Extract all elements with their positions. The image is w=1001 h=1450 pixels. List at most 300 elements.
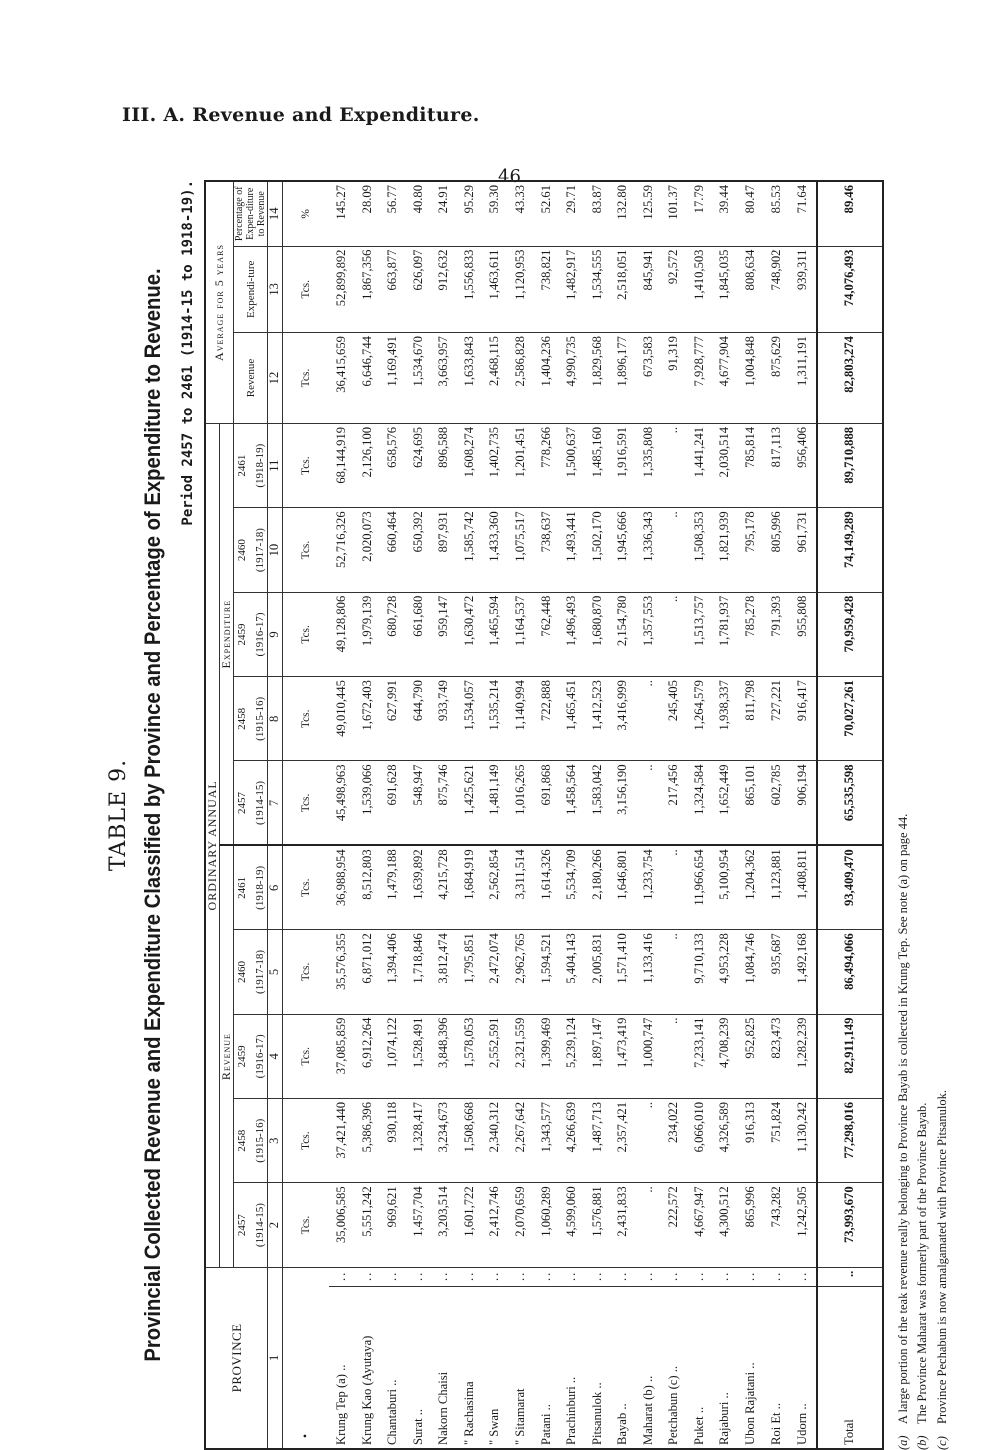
year-header: 2457 (1914-15) [234, 1183, 268, 1267]
revenue-cell: 1,897,147 [585, 1014, 611, 1098]
province-name: " Swan [483, 1287, 509, 1449]
revenue-cell: 1,601,722 [457, 1183, 483, 1267]
header-province: PROVINCE [205, 1267, 268, 1449]
unit-label: Tcs. [283, 246, 329, 333]
avg-expenditure-cell: 1,534,555 [585, 246, 611, 333]
leader-dots: .. [764, 1267, 790, 1286]
revenue-cell: 1,576,881 [585, 1183, 611, 1267]
header-avg-revenue: Revenue [234, 333, 268, 424]
percentage-cell: 101.37 [661, 181, 687, 246]
province-name: Udorn .. [789, 1287, 816, 1449]
leader-dots: .. [636, 1267, 662, 1286]
expenditure-cell: .. [661, 508, 687, 592]
revenue-cell: 6,912,264 [355, 1014, 381, 1098]
avg-revenue-cell: 36,415,659 [329, 333, 355, 424]
revenue-cell: 36,988,954 [329, 845, 355, 929]
year-header: 2459 (1916-17) [234, 592, 268, 676]
table-row [661, 181, 687, 1449]
total-revenue-cell: 77,298,016 [817, 1099, 883, 1183]
leader-dots: .. [355, 1267, 381, 1286]
expenditure-cell: 602,785 [764, 761, 790, 845]
avg-expenditure-cell: 1,120,953 [508, 246, 534, 333]
col-number: 10 [268, 508, 283, 592]
expenditure-cell: 691,868 [534, 761, 560, 845]
leader-dots: .. [585, 1267, 611, 1286]
footnote-label: (c) [934, 1436, 949, 1450]
expenditure-cell: 956,406 [789, 423, 816, 507]
total-expenditure-cell: 89,710,888 [817, 423, 883, 507]
avg-expenditure-cell: 912,632 [431, 246, 457, 333]
revenue-cell: 1,487,713 [585, 1099, 611, 1183]
leader-dots: .. [738, 1267, 764, 1286]
table-row [713, 181, 739, 1449]
leader-dots: .. [687, 1267, 713, 1286]
revenue-cell: 4,953,228 [713, 930, 739, 1014]
avg-revenue-cell: 4,677,904 [713, 333, 739, 424]
percentage-cell: 95.29 [457, 181, 483, 246]
table-row [483, 181, 509, 1449]
revenue-cell: 6,871,012 [355, 930, 381, 1014]
revenue-cell: 6,066,010 [687, 1099, 713, 1183]
expenditure-cell: 1,608,274 [457, 423, 483, 507]
revenue-cell: 35,006,585 [329, 1183, 355, 1267]
avg-expenditure-cell: 939,311 [789, 246, 816, 333]
avg-expenditure-cell: 52,899,892 [329, 246, 355, 333]
expenditure-cell: .. [661, 592, 687, 676]
percentage-cell: 24.91 [431, 181, 457, 246]
expenditure-cell: 49,010,445 [329, 677, 355, 761]
footnote [913, 180, 932, 1450]
unit-label: Tcs. [283, 423, 329, 507]
avg-expenditure-cell: 1,463,611 [483, 246, 509, 333]
table-body [283, 181, 883, 1449]
percentage-cell: 83.87 [585, 181, 611, 246]
avg-revenue-cell: 6,646,744 [355, 333, 381, 424]
col-number: 4 [268, 1014, 283, 1098]
expenditure-cell: 627,991 [380, 677, 406, 761]
footnote-label: (b) [915, 1435, 930, 1450]
table-row [559, 181, 585, 1449]
revenue-cell: 4,708,239 [713, 1014, 739, 1098]
year-header: 2458 (1915-16) [234, 1099, 268, 1183]
table-row [406, 181, 432, 1449]
table-row [789, 181, 816, 1449]
revenue-cell: 2,962,765 [508, 930, 534, 1014]
leader-dots: .. [431, 1267, 457, 1286]
province-name: Bayab .. [610, 1287, 636, 1449]
revenue-cell: .. [636, 1099, 662, 1183]
province-name: Prachinburi .. [559, 1287, 585, 1449]
col-number: 7 [268, 761, 283, 845]
expenditure-cell: 1,465,594 [483, 592, 509, 676]
revenue-cell: 952,825 [738, 1014, 764, 1098]
province-name: Rajaburi .. [713, 1287, 739, 1449]
expenditure-cell: 1,945,666 [610, 508, 636, 592]
year-header: 2461 (1918-19) [234, 845, 268, 929]
expenditure-cell: 1,441,241 [687, 423, 713, 507]
expenditure-cell: 916,417 [789, 677, 816, 761]
total-expenditure-cell: 70,027,261 [817, 677, 883, 761]
expenditure-cell: 680,728 [380, 592, 406, 676]
expenditure-cell: 1,979,139 [355, 592, 381, 676]
revenue-cell: 1,684,919 [457, 845, 483, 929]
expenditure-cell: 785,814 [738, 423, 764, 507]
revenue-expenditure-table [204, 180, 884, 1450]
table-row [764, 181, 790, 1449]
total-revenue-cell: 93,409,470 [817, 845, 883, 929]
revenue-cell: 35,576,355 [329, 930, 355, 1014]
col-number: 2 [268, 1183, 283, 1267]
avg-expenditure-cell: 1,482,917 [559, 246, 585, 333]
avg-revenue-cell: 1,404,236 [534, 333, 560, 424]
revenue-cell: 1,457,704 [406, 1183, 432, 1267]
year-header: 2459 (1916-17) [234, 1014, 268, 1098]
leader-dots: .. [713, 1267, 739, 1286]
expenditure-cell: 1,500,637 [559, 423, 585, 507]
expenditure-cell: 1,412,523 [585, 677, 611, 761]
year-header: 2460 (1917-18) [234, 508, 268, 592]
revenue-cell: 935,687 [764, 930, 790, 1014]
header-expenditure: Expenditure [220, 423, 234, 845]
revenue-cell: 1,394,406 [380, 930, 406, 1014]
expenditure-cell: 2,030,514 [713, 423, 739, 507]
expenditure-cell: 1,502,170 [585, 508, 611, 592]
expenditure-cell: 2,154,780 [610, 592, 636, 676]
table-period: Period 2457 to 2461 (1914-15 to 1918-19). [180, 180, 196, 526]
expenditure-cell: 245,405 [661, 677, 687, 761]
unit-label: Tcs. [283, 761, 329, 845]
expenditure-cell: 1,402,735 [483, 423, 509, 507]
avg-expenditure-cell: 2,518,051 [610, 246, 636, 333]
revenue-cell: 1,718,846 [406, 930, 432, 1014]
province-name: Petchabun (c) .. [661, 1287, 687, 1449]
col-number: 6 [268, 845, 283, 929]
expenditure-cell: 762,448 [534, 592, 560, 676]
revenue-cell: 2,321,559 [508, 1014, 534, 1098]
avg-expenditure-cell: 1,556,833 [457, 246, 483, 333]
revenue-cell: 2,180,266 [585, 845, 611, 929]
expenditure-cell: 738,637 [534, 508, 560, 592]
revenue-cell: 5,386,396 [355, 1099, 381, 1183]
header-avg-expenditure: Expendi-ture [234, 246, 268, 333]
revenue-cell: 1,614,326 [534, 845, 560, 929]
expenditure-cell: 875,746 [431, 761, 457, 845]
unit-label: Tcs. [283, 333, 329, 424]
total-expenditure-cell: 65,535,598 [817, 761, 883, 845]
revenue-cell: 37,421,440 [329, 1099, 355, 1183]
expenditure-cell: 722,888 [534, 677, 560, 761]
expenditure-cell: 1,539,066 [355, 761, 381, 845]
revenue-cell: 7,233,141 [687, 1014, 713, 1098]
expenditure-cell: 1,264,579 [687, 677, 713, 761]
percentage-cell: 125.59 [636, 181, 662, 246]
revenue-cell: 4,300,512 [713, 1183, 739, 1267]
expenditure-cell: 650,392 [406, 508, 432, 592]
avg-revenue-cell: 2,586,828 [508, 333, 534, 424]
revenue-cell: 930,118 [380, 1099, 406, 1183]
avg-revenue-cell: 1,896,177 [610, 333, 636, 424]
col-number: 5 [268, 930, 283, 1014]
avg-revenue-cell: 1,534,670 [406, 333, 432, 424]
expenditure-cell: 906,194 [789, 761, 816, 845]
year-header: 2458 (1915-16) [234, 677, 268, 761]
percentage-cell: 17.79 [687, 181, 713, 246]
expenditure-cell: 817,113 [764, 423, 790, 507]
expenditure-cell: 624,695 [406, 423, 432, 507]
expenditure-cell: 795,178 [738, 508, 764, 592]
table-row [380, 181, 406, 1449]
table-row [585, 181, 611, 1449]
avg-expenditure-cell: 663,877 [380, 246, 406, 333]
expenditure-cell: 45,498,963 [329, 761, 355, 845]
avg-revenue-cell: 1,311,191 [789, 333, 816, 424]
expenditure-cell: 897,931 [431, 508, 457, 592]
percentage-cell: 145.27 [329, 181, 355, 246]
table-row [687, 181, 713, 1449]
revenue-cell: 4,266,639 [559, 1099, 585, 1183]
unit-label: Tcs. [283, 930, 329, 1014]
table-label: TABLE 9. [106, 758, 131, 872]
expenditure-cell: 778,266 [534, 423, 560, 507]
revenue-cell: 1,594,521 [534, 930, 560, 1014]
leader-dots: .. [534, 1267, 560, 1286]
expenditure-cell: 1,335,808 [636, 423, 662, 507]
total-percentage-cell: 89.46 [817, 181, 883, 246]
revenue-cell: 5,239,124 [559, 1014, 585, 1098]
col-number: 12 [268, 333, 283, 424]
expenditure-cell: 1,357,553 [636, 592, 662, 676]
percentage-cell: 52.61 [534, 181, 560, 246]
revenue-cell: .. [661, 845, 687, 929]
expenditure-cell: 644,790 [406, 677, 432, 761]
revenue-cell: 823,473 [764, 1014, 790, 1098]
page-number: 46 [498, 166, 521, 187]
expenditure-cell: 217,456 [661, 761, 687, 845]
avg-expenditure-cell: 748,902 [764, 246, 790, 333]
revenue-cell: 751,824 [764, 1099, 790, 1183]
expenditure-cell: 1,481,149 [483, 761, 509, 845]
expenditure-cell: 68,144,919 [329, 423, 355, 507]
revenue-cell: 2,357,421 [610, 1099, 636, 1183]
expenditure-cell: 1,781,937 [713, 592, 739, 676]
expenditure-cell: 1,630,472 [457, 592, 483, 676]
revenue-cell: 1,084,746 [738, 930, 764, 1014]
avg-expenditure-cell: 1,410,503 [687, 246, 713, 333]
unit-label: Tcs. [283, 845, 329, 929]
percentage-cell: 40.80 [406, 181, 432, 246]
revenue-cell: 8,512,803 [355, 845, 381, 929]
revenue-cell: 1,060,289 [534, 1183, 560, 1267]
rotated-table-page [100, 180, 980, 1450]
unit-label: Tcs. [283, 1183, 329, 1267]
expenditure-cell: 791,393 [764, 592, 790, 676]
revenue-cell: 1,328,417 [406, 1099, 432, 1183]
percent-label: % [283, 181, 329, 246]
table-row [508, 181, 534, 1449]
col-number: 11 [268, 423, 283, 507]
avg-revenue-cell: 4,990,735 [559, 333, 585, 424]
leader-dots: .. [789, 1267, 816, 1286]
expenditure-cell: 1,485,160 [585, 423, 611, 507]
percentage-cell: 28.09 [355, 181, 381, 246]
revenue-cell: 743,282 [764, 1183, 790, 1267]
expenditure-cell: 1,465,451 [559, 677, 585, 761]
expenditure-cell: 805,996 [764, 508, 790, 592]
revenue-cell: 4,667,947 [687, 1183, 713, 1267]
province-name: Roi Et .. [764, 1287, 790, 1449]
province-name: Maharat (b) .. [636, 1287, 662, 1449]
header-average: Average for 5 years [205, 181, 234, 423]
header-ordinary-annual: ORDINARY ANNUAL [205, 423, 220, 1267]
leader-dots: .. [508, 1267, 534, 1286]
expenditure-cell: 1,938,337 [713, 677, 739, 761]
revenue-cell: 2,431,833 [610, 1183, 636, 1267]
year-header: 2461 (1918-19) [234, 423, 268, 507]
expenditure-cell: 1,508,353 [687, 508, 713, 592]
revenue-cell: 2,472,074 [483, 930, 509, 1014]
expenditure-cell: 785,278 [738, 592, 764, 676]
footnote [933, 180, 952, 1450]
expenditure-cell: 1,425,621 [457, 761, 483, 845]
avg-expenditure-cell: 626,097 [406, 246, 432, 333]
avg-expenditure-cell: 1,845,035 [713, 246, 739, 333]
avg-revenue-cell: 2,468,115 [483, 333, 509, 424]
leader-dots: .. [380, 1267, 406, 1286]
expenditure-cell: 658,576 [380, 423, 406, 507]
province-name: Krung Tep (a) .. [329, 1287, 355, 1449]
leader-dots: .. [329, 1267, 355, 1286]
revenue-cell: 1,492,168 [789, 930, 816, 1014]
header-years-row [234, 181, 268, 1449]
province-name: Chantaburi .. [380, 1287, 406, 1449]
revenue-cell: 969,621 [380, 1183, 406, 1267]
avg-revenue-cell: 1,633,843 [457, 333, 483, 424]
footnote-text: Province Pechabun is now amalgamated with Province Pitsanulok. [934, 1090, 949, 1424]
revenue-cell: .. [661, 1014, 687, 1098]
revenue-cell: 1,795,851 [457, 930, 483, 1014]
expenditure-cell: 955,808 [789, 592, 816, 676]
revenue-cell: 1,508,668 [457, 1099, 483, 1183]
expenditure-cell: 1,534,057 [457, 677, 483, 761]
leader-dots: .. [661, 1267, 687, 1286]
table-row [636, 181, 662, 1449]
expenditure-cell: 1,336,343 [636, 508, 662, 592]
leader-dots: .. [610, 1267, 636, 1286]
total-revenue-cell: 82,911,149 [817, 1014, 883, 1098]
avg-revenue-cell: 91,319 [661, 333, 687, 424]
total-revenue-cell: 73,993,670 [817, 1183, 883, 1267]
header-revenue: Revenue [220, 845, 234, 1267]
expenditure-cell: 1,585,742 [457, 508, 483, 592]
revenue-cell: 1,473,419 [610, 1014, 636, 1098]
revenue-cell: 37,085,859 [329, 1014, 355, 1098]
revenue-cell: 1,123,881 [764, 845, 790, 929]
province-name: " Rachasima [457, 1287, 483, 1449]
avg-revenue-cell: 1,169,491 [380, 333, 406, 424]
header-percentage: Percentage of Expen-diture to Revenue [234, 181, 268, 246]
revenue-cell: 2,005,831 [585, 930, 611, 1014]
expenditure-cell: 1,583,042 [585, 761, 611, 845]
expenditure-cell: 2,020,073 [355, 508, 381, 592]
avg-revenue-cell: 1,004,848 [738, 333, 764, 424]
year-header: 2457 (1914-15) [234, 761, 268, 845]
province-name: Nakorn Chaisi [431, 1287, 457, 1449]
expenditure-cell: 1,140,994 [508, 677, 534, 761]
revenue-cell: 2,070,659 [508, 1183, 534, 1267]
expenditure-cell: 660,464 [380, 508, 406, 592]
revenue-cell: 3,812,474 [431, 930, 457, 1014]
table-row [457, 181, 483, 1449]
expenditure-cell: 1,652,449 [713, 761, 739, 845]
expenditure-cell: .. [636, 761, 662, 845]
avg-expenditure-cell: 808,634 [738, 246, 764, 333]
expenditure-cell: 1,458,564 [559, 761, 585, 845]
expenditure-cell: 548,947 [406, 761, 432, 845]
footnote-label: (a) [896, 1435, 910, 1450]
expenditure-cell: 1,821,939 [713, 508, 739, 592]
percentage-cell: 80.47 [738, 181, 764, 246]
expenditure-cell: 1,513,757 [687, 592, 713, 676]
expenditure-cell: 1,680,870 [585, 592, 611, 676]
province-name: Pitsanulok .. [585, 1287, 611, 1449]
table-row [534, 181, 560, 1449]
revenue-cell: 2,340,312 [483, 1099, 509, 1183]
col-number: 13 [268, 246, 283, 333]
revenue-cell: 222,572 [661, 1183, 687, 1267]
unit-label: Tcs. [283, 1014, 329, 1098]
expenditure-cell: 933,749 [431, 677, 457, 761]
revenue-cell: 3,203,514 [431, 1183, 457, 1267]
revenue-cell: 1,233,754 [636, 845, 662, 929]
revenue-cell: 2,562,854 [483, 845, 509, 929]
revenue-cell: 1,000,747 [636, 1014, 662, 1098]
leader-dots: .. [457, 1267, 483, 1286]
unit-label: Tcs. [283, 677, 329, 761]
province-name: Krung Kao (Ayutaya) [355, 1287, 381, 1449]
revenue-cell: 1,133,416 [636, 930, 662, 1014]
total-expenditure-cell: 70,959,428 [817, 592, 883, 676]
expenditure-cell: .. [661, 423, 687, 507]
expenditure-cell: 691,628 [380, 761, 406, 845]
table-row [329, 181, 355, 1449]
col-number: 1 [268, 1267, 283, 1449]
revenue-cell: 234,022 [661, 1099, 687, 1183]
col-number: 14 [268, 181, 283, 246]
year-header: 2460 (1917-18) [234, 930, 268, 1014]
revenue-cell: 5,551,242 [355, 1183, 381, 1267]
expenditure-cell: 1,493,441 [559, 508, 585, 592]
province-name: " Sitamarat [508, 1287, 534, 1449]
revenue-cell: 1,399,469 [534, 1014, 560, 1098]
revenue-cell: 3,311,514 [508, 845, 534, 929]
expenditure-cell: 811,798 [738, 677, 764, 761]
province-name: Ubon Rajatani .. [738, 1287, 764, 1449]
revenue-cell: 5,404,143 [559, 930, 585, 1014]
avg-revenue-cell: 1,829,568 [585, 333, 611, 424]
col-number: 8 [268, 677, 283, 761]
bullet-mark: • [283, 1267, 329, 1449]
col-number: 3 [268, 1099, 283, 1183]
expenditure-cell: 52,716,326 [329, 508, 355, 592]
province-name: Surat .. [406, 1287, 432, 1449]
section-heading: III. A. Revenue and Expenditure. [122, 104, 480, 126]
revenue-cell: 1,639,892 [406, 845, 432, 929]
col-number: 9 [268, 592, 283, 676]
expenditure-cell: 2,126,100 [355, 423, 381, 507]
percentage-cell: 56.77 [380, 181, 406, 246]
revenue-cell: 1,343,577 [534, 1099, 560, 1183]
total-expenditure-cell: 74,149,289 [817, 508, 883, 592]
